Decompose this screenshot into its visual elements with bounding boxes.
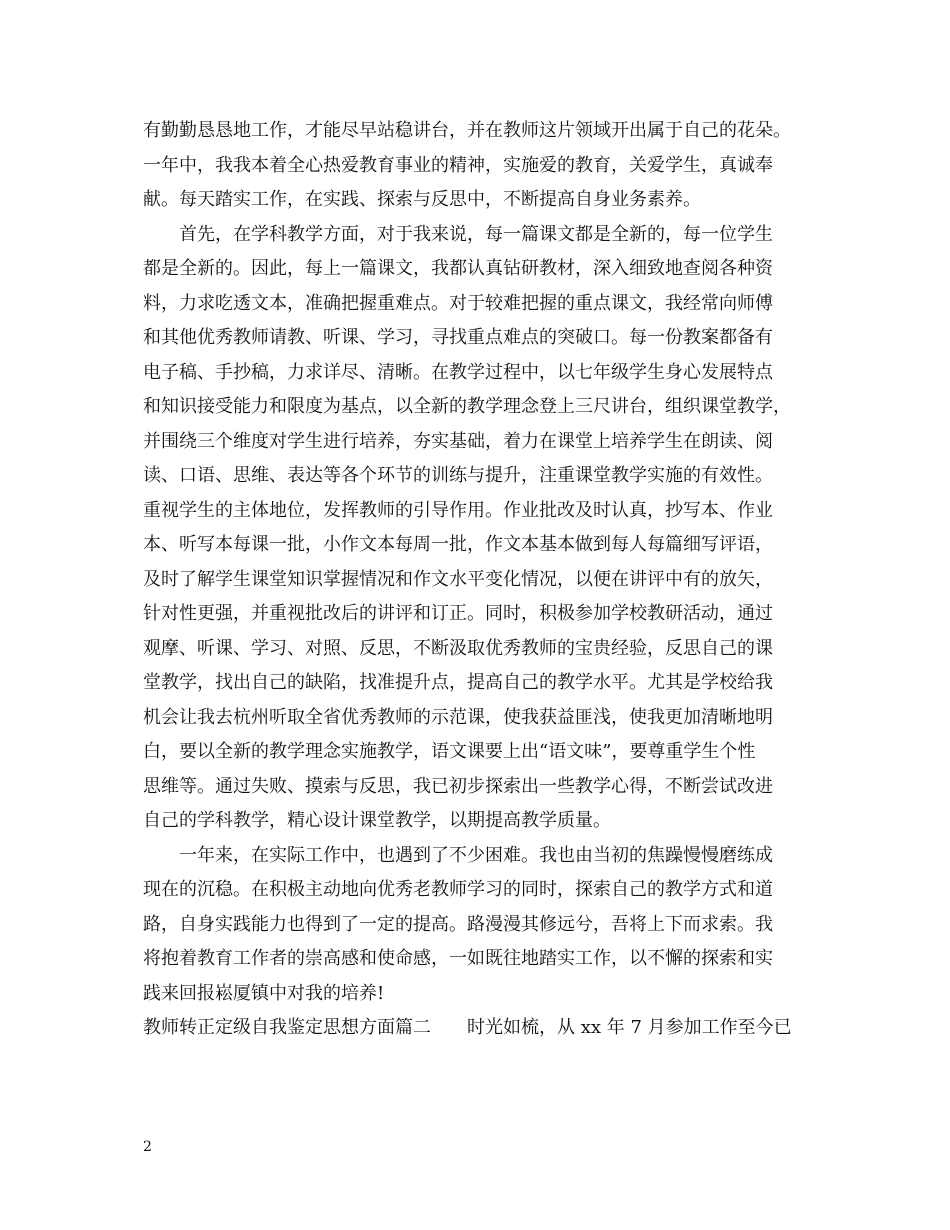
page-number: 2 — [143, 1139, 152, 1155]
text-line: 及时了解学生课堂知识掌握情况和作文水平变化情况，以便在讲评中有的放矢， — [143, 568, 773, 590]
text-line: 重视学生的主体地位，发挥教师的引导作用。作业批改及时认真，抄写本、作业 — [143, 499, 773, 521]
text-line: 和其他优秀教师请教、听课、学习，寻找重点难点的突破口。每一份教案都备有 — [143, 327, 773, 348]
text-line: 针对性更强，并重视批改后的讲评和订正。同时，积极参加学校教研活动，通过 — [143, 603, 773, 624]
text-line: 和知识接受能力和限度为基点，以全新的教学理念登上三尺讲台，组织课堂教学， — [143, 396, 791, 417]
text-line: 践来回报崧厦镇中对我的培养! — [143, 982, 385, 1004]
text-line: 献。每天踏实工作，在实践、探索与反思中，不断提高自身业务素养。 — [143, 189, 701, 210]
text-line: 思维等。通过失败、摸索与反思，我已初步探索出一些教学心得，不断尝试改进 — [143, 775, 773, 797]
text-line: 将抱着教育工作者的崇高感和使命感，一如既往地踏实工作，以不懈的探索和实 — [143, 948, 773, 969]
section-heading-line: 教师转正定级自我鉴定思想方面篇二 时光如梳，从 xx 年 7 月参加工作至今已 — [143, 1017, 792, 1038]
text-line: 本、听写本每课一批，小作文本每周一批，作文本基本做到每人每篇细写评语， — [143, 534, 773, 555]
text-line: 读、口语、思维、表达等各个环节的训练与提升，注重课堂教学实施的有效性。 — [143, 465, 773, 486]
text-line: 堂教学，找出自己的缺陷，找准提升点，提高自己的教学水平。尤其是学校给我 — [143, 672, 773, 693]
text-line: 一年来，在实际工作中，也遇到了不少困难。我也由当初的焦躁慢慢磨练成 — [179, 844, 773, 866]
text-line: 观摩、听课、学习、对照、反思，不断汲取优秀教师的宝贵经验，反思自己的课 — [143, 637, 773, 659]
text-line: 都是全新的。因此，每上一篇课文，我都认真钻研教材，深入细致地查阅各种资 — [143, 258, 773, 279]
text-line: 料，力求吃透文本，准确把握重难点。对于较难把握的重点课文，我经常向师傅 — [143, 292, 773, 314]
text-line: 白，要以全新的教学理念实施教学，语文课要上出“语文味”，要尊重学生个性 — [143, 741, 756, 762]
text-line: 一年中，我我本着全心热爱教育事业的精神，实施爱的教育，关爱学生，真诚奉 — [143, 154, 773, 176]
text-line: 有勤勤恳恳地工作，才能尽早站稳讲台，并在教师这片领域开出属于自己的花朵。 — [143, 120, 791, 141]
text-line: 自己的学科教学，精心设计课堂教学，以期提高教学质量。 — [143, 810, 611, 831]
text-line: 路，自身实践能力也得到了一定的提高。路漫漫其修远兮，吾将上下而求索。我 — [143, 913, 773, 935]
document-body — [143, 114, 833, 1046]
text-line: 电子稿、手抄稿，力求详尽、清晰。在教学过程中，以七年级学生身心发展特点 — [143, 361, 773, 383]
text-line: 并围绕三个维度对学生进行培养，夯实基础，着力在课堂上培养学生在朗读、阅 — [143, 430, 773, 452]
text-line: 首先，在学科教学方面，对于我来说，每一篇课文都是全新的，每一位学生 — [179, 223, 773, 245]
text-line: 机会让我去杭州听取全省优秀教师的示范课，使我获益匪浅，使我更加清晰地明 — [143, 706, 773, 728]
text-line: 现在的沉稳。在积极主动地向优秀老教师学习的同时，探索自己的教学方式和道 — [143, 879, 773, 900]
